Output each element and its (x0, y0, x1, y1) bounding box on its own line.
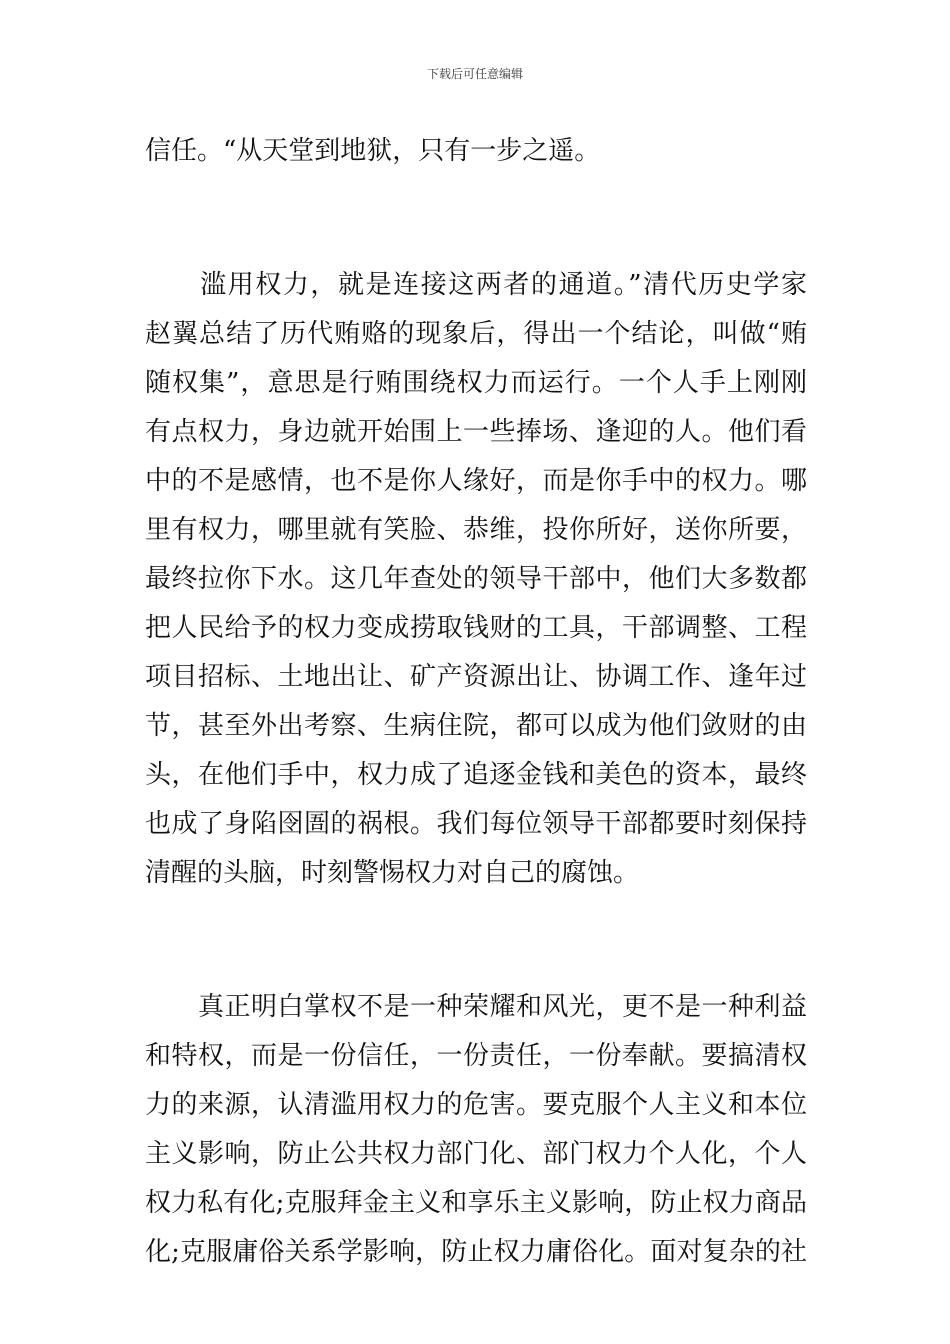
text-line: 也成了身陷囹圄的祸根。我们每位领导干部都要时刻保持 (145, 809, 807, 839)
text-line: 滥用权力，就是连接这两者的通道。”清代历史学家 (145, 270, 807, 300)
text-line: 主义影响，防止公共权力部门化、部门权力个人化，个人 (145, 1139, 807, 1169)
text-line: 中的不是感情，也不是你人缘好，而是你手中的权力。哪 (145, 466, 807, 496)
document-body (145, 127, 807, 1277)
text-line: 把人民给予的权力变成捞取钱财的工具，干部调整、工程 (145, 613, 807, 643)
paragraph-gap (145, 176, 807, 261)
paragraph (145, 127, 807, 176)
text-line: 最终拉你下水。这几年查处的领导干部中，他们大多数都 (145, 564, 807, 594)
text-line: 力的来源，认清滥用权力的危害。要克服个人主义和本位 (145, 1090, 807, 1120)
text-line: 里有权力，哪里就有笑脸、恭维，投你所好，送你所要， (145, 515, 807, 545)
text-line: 项目招标、土地出让、矿产资源出让、协调工作、逢年过 (145, 662, 807, 692)
paragraph (145, 983, 807, 1277)
text-line: 和特权，而是一份信任，一份责任，一份奉献。要搞清权 (145, 1041, 807, 1071)
text-line: 随权集”，意思是行贿围绕权力而运行。一个人手上刚刚 (145, 368, 807, 398)
text-line: 化;克服庸俗关系学影响，防止权力庸俗化。面对复杂的社 (145, 1237, 807, 1267)
text-line: 头，在他们手中，权力成了追逐金钱和美色的资本，最终 (145, 760, 807, 790)
text-line: 信任。“从天堂到地狱，只有一步之遥。 (145, 136, 601, 166)
text-line: 有点权力，身边就开始围上一些捧场、逢迎的人。他们看 (145, 417, 807, 447)
text-line: 权力私有化;克服拜金主义和享乐主义影响，防止权力商品 (145, 1188, 807, 1218)
paragraph (145, 261, 807, 898)
text-line: 节，甚至外出考察、生病住院，都可以成为他们敛财的由 (145, 711, 807, 741)
page-header: 下载后可任意编辑 (426, 67, 523, 81)
text-line: 赵翼总结了历代贿赂的现象后，得出一个结论，叫做“贿 (145, 319, 807, 349)
text-line: 真正明白掌权不是一种荣耀和风光，更不是一种利益 (145, 992, 807, 1022)
text-line: 清醒的头脑，时刻警惕权力对自己的腐蚀。 (145, 858, 640, 888)
paragraph-gap (145, 898, 807, 983)
